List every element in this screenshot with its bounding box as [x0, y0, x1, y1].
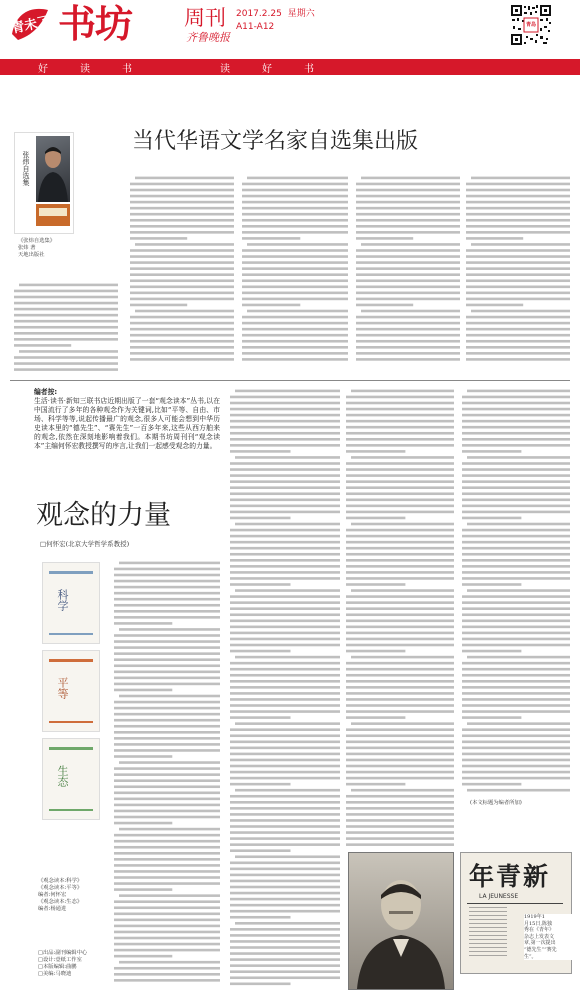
cover-title-plate — [39, 208, 67, 216]
slogan-bar — [0, 59, 580, 75]
article1-caption — [18, 238, 88, 259]
slogan-char: 书 — [122, 64, 132, 75]
cover-title-vertical: 张炜自选集 — [22, 151, 30, 186]
caption-line: 《观念读本:生态》 — [38, 899, 83, 905]
cover-stripe — [49, 721, 93, 723]
cover-stripe — [49, 633, 93, 635]
masthead — [0, 0, 580, 78]
article1-headline: 当代华语文学名家自选集出版 — [132, 129, 419, 154]
magazine-title-cn: 年青新 — [469, 862, 551, 891]
magazine-cover-text — [469, 907, 507, 957]
masthead-weekly: 周刊 — [184, 6, 226, 30]
caption-line: 1919年1 — [524, 914, 545, 920]
article2-byline: □何怀宏(北京大学哲学系教授) — [40, 540, 130, 548]
slogan-char: 读 — [220, 64, 230, 75]
editor-note-label: 编者按: — [34, 388, 58, 396]
article1-col-5 — [466, 175, 570, 365]
slogan-char: 好 — [262, 64, 272, 75]
article2-col-1 — [114, 560, 220, 988]
cover-stripe — [49, 659, 93, 662]
photo-caption — [524, 914, 572, 960]
magazine-rule — [467, 903, 563, 904]
article1-col-1 — [14, 282, 118, 378]
credit-line: □设计:壹纸工作室 — [38, 957, 82, 963]
article-footnote: (本文标题为编者所加) — [470, 800, 522, 806]
article2-col-3 — [346, 388, 454, 848]
caption-line: 编者:何怀宏 — [38, 892, 67, 898]
cover-book-title: 平等 — [56, 677, 69, 699]
caption-line: 《观念读本:科学》 — [38, 878, 83, 884]
cover-book-title: 科学 — [56, 589, 69, 611]
caption-line: 章,第一次提出 — [524, 940, 556, 947]
book-cover-equality — [42, 650, 100, 732]
article2-headline: 观念的力量 — [36, 500, 171, 531]
cover-stripe — [49, 809, 93, 811]
slogan-char: 书 — [304, 64, 314, 75]
article2-captions — [38, 878, 118, 913]
page-range: A11-A12 — [236, 22, 275, 32]
date-text: 2017.2.25 — [236, 9, 282, 19]
caption-line: 《张炜自选集》 — [18, 238, 56, 244]
cover-stripe — [49, 747, 93, 750]
slogan-char: 读 — [80, 64, 90, 75]
credits — [38, 950, 118, 978]
article1-col-4 — [356, 175, 460, 365]
weekday-text: 星期六 — [287, 9, 315, 19]
book-cover-ecology — [42, 738, 100, 820]
book-cover-science — [42, 562, 100, 644]
caption-line: “德先生”“赛先 — [524, 946, 557, 953]
slogan-char: 好 — [38, 64, 48, 75]
article1-col-2 — [130, 175, 234, 365]
credit-line: □出品:副刊编辑中心 — [38, 950, 88, 956]
caption-line: 月15日,陈独 — [524, 920, 552, 927]
caption-line: 《观念读本:平等》 — [38, 885, 83, 891]
cover-stripe — [49, 571, 93, 574]
historical-portrait-photo — [348, 852, 454, 990]
logo-seal — [8, 4, 52, 44]
qr-label: 青岛 — [526, 22, 537, 28]
caption-line: 编者:杨通进 — [38, 906, 67, 912]
paper-seal: 齐鲁晚报 — [186, 31, 230, 44]
editor-note-text: 生活·读书·新知三联书店近期出版了一套“观念读本”丛书,以在中国流行了多年的各种观念作为关键词,比如“平等、自由、市场、科学等等,说起传播最广的观念,很多人可能会想到中华历史读本里的“德先生”、“赛先生”一百多年来,这些从西方舶来的观念,依然在深刻地影响着我们。本期书坊周刊刊“观念读本”主编何怀宏教授撰写的序言,让我们一起感受观念的力量。 — [34, 397, 220, 451]
editor-note — [34, 388, 220, 486]
credit-line: □美编:马晓迪 — [38, 971, 72, 977]
logo-text: 青未了 — [10, 14, 52, 37]
article1-col-3 — [242, 175, 348, 365]
qr-code[interactable] — [510, 4, 552, 46]
caption-line: 天地出版社 — [18, 252, 45, 258]
cover-book-title: 生态 — [56, 765, 69, 787]
article2-col-2 — [230, 388, 340, 988]
caption-line: 生”。 — [524, 953, 537, 960]
section-divider — [10, 380, 570, 381]
magazine-title-fr: LA JEUNESSE — [479, 893, 519, 900]
credit-line: □本版编辑:曲鹏 — [38, 964, 77, 970]
issue-date — [236, 9, 315, 20]
book-cover-zhangwei — [14, 132, 74, 234]
author-photo — [36, 136, 70, 202]
masthead-title: 书坊 — [58, 2, 133, 46]
caption-line: 张炜 著 — [18, 245, 36, 251]
caption-line: 秀在《青年》 — [524, 927, 555, 934]
article2-col-4 — [462, 388, 570, 798]
caption-line: 杂志上发表文 — [524, 933, 555, 940]
